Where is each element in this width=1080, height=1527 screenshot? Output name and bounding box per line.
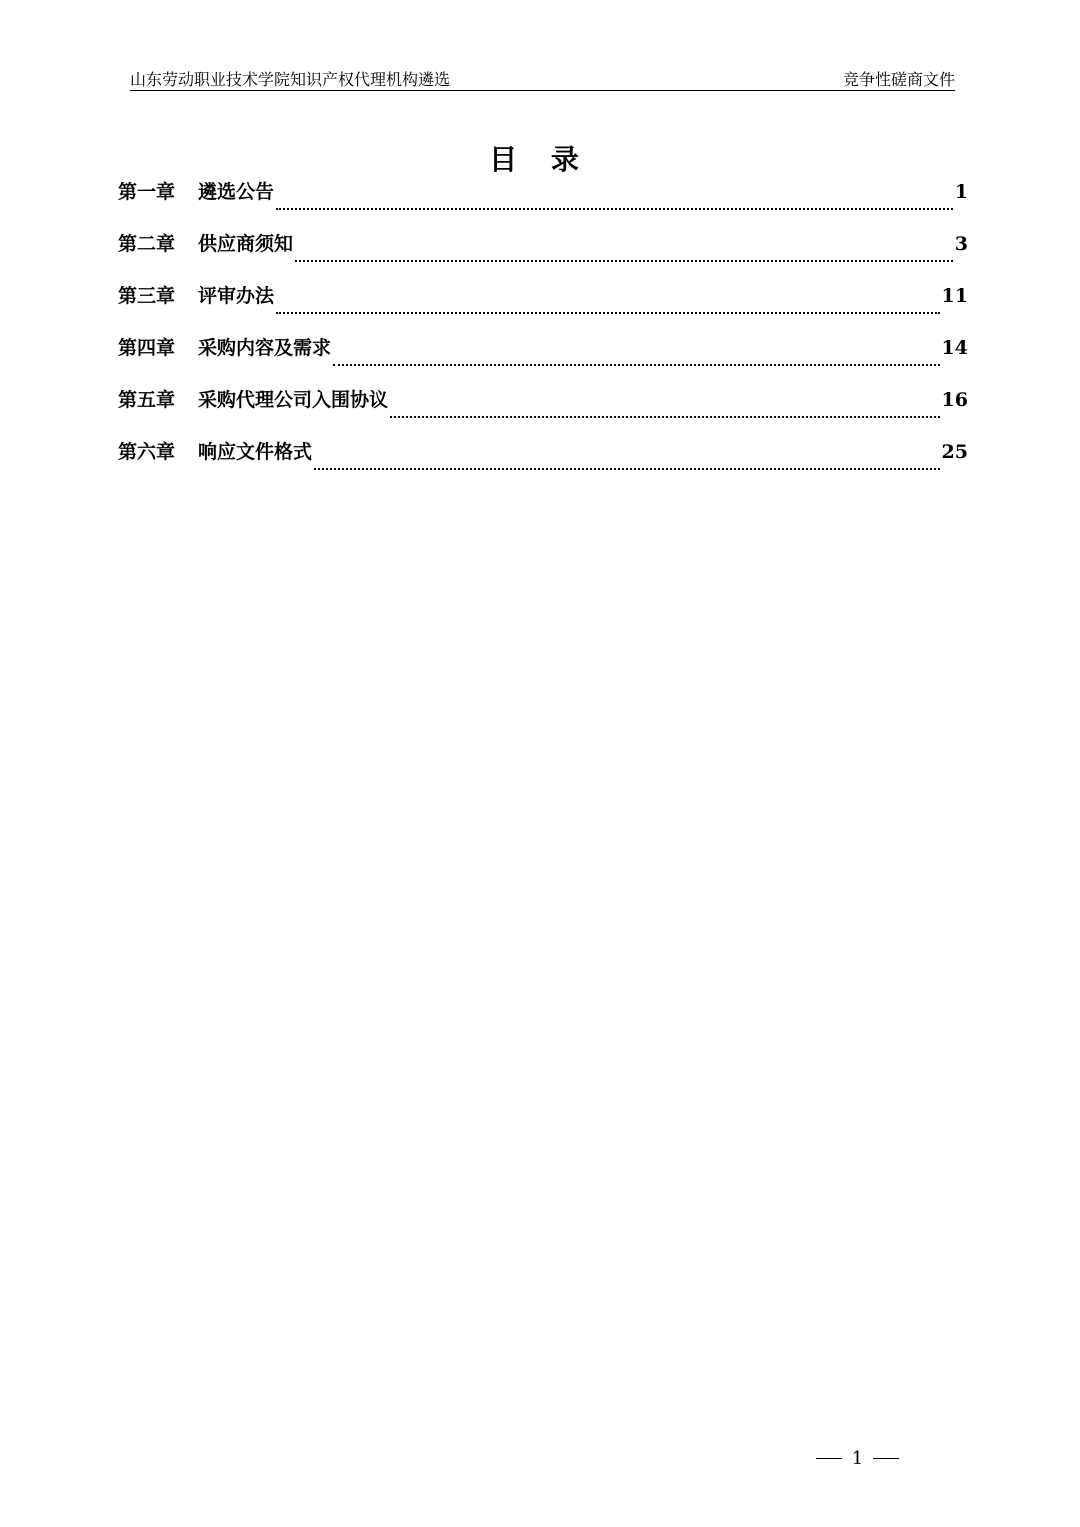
toc-page-number: 3 — [954, 233, 968, 255]
toc-chapter-number: 第二章 — [118, 233, 176, 255]
toc-chapter-number: 第五章 — [118, 389, 176, 411]
toc-chapter-number: 第三章 — [118, 285, 176, 307]
toc-chapter-name: 采购内容及需求 — [198, 337, 332, 359]
toc-chapter-number: 第六章 — [118, 441, 176, 463]
footer-page-number: 1 — [851, 1447, 864, 1469]
toc-chapter-name: 采购代理公司入围协议 — [198, 389, 389, 411]
toc-page-number: 16 — [941, 389, 968, 411]
toc-chapter-name: 遴选公告 — [198, 181, 275, 203]
page-footer — [0, 1440, 1080, 1473]
toc-chapter-name: 评审办法 — [198, 285, 275, 307]
toc-chapter-name: 供应商须知 — [198, 233, 294, 255]
toc-item[interactable] — [118, 332, 968, 384]
header-document-type: 竞争性磋商文件 — [842, 70, 955, 89]
toc-item[interactable] — [118, 384, 968, 436]
page-header — [130, 70, 955, 91]
toc-leader-dots — [276, 311, 940, 314]
toc-page-number: 25 — [941, 441, 968, 463]
footer-right-dash — [873, 1458, 899, 1459]
header-document-title: 山东劳动职业技术学院知识产权代理机构遴选 — [130, 70, 451, 89]
toc-page-number: 14 — [941, 337, 968, 359]
toc-chapter-number: 第一章 — [118, 181, 176, 203]
toc-leader-dots — [295, 259, 953, 262]
toc-item[interactable] — [118, 228, 968, 280]
footer-left-dash — [816, 1458, 842, 1459]
toc-page-number: 1 — [954, 181, 968, 203]
toc-leader-dots — [390, 415, 940, 418]
toc-title: 目 录 — [489, 143, 591, 176]
toc-chapter-number: 第四章 — [118, 337, 176, 359]
toc-leader-dots — [276, 207, 953, 210]
toc-item[interactable] — [118, 176, 968, 228]
toc-leader-dots — [314, 467, 940, 470]
toc-item[interactable] — [118, 280, 968, 332]
toc-leader-dots — [333, 363, 940, 366]
toc-page-number: 11 — [941, 285, 968, 307]
toc-list — [118, 176, 968, 488]
footer-page-indicator — [816, 1445, 899, 1473]
toc-chapter-name: 响应文件格式 — [198, 441, 313, 463]
toc-item[interactable] — [118, 436, 968, 488]
